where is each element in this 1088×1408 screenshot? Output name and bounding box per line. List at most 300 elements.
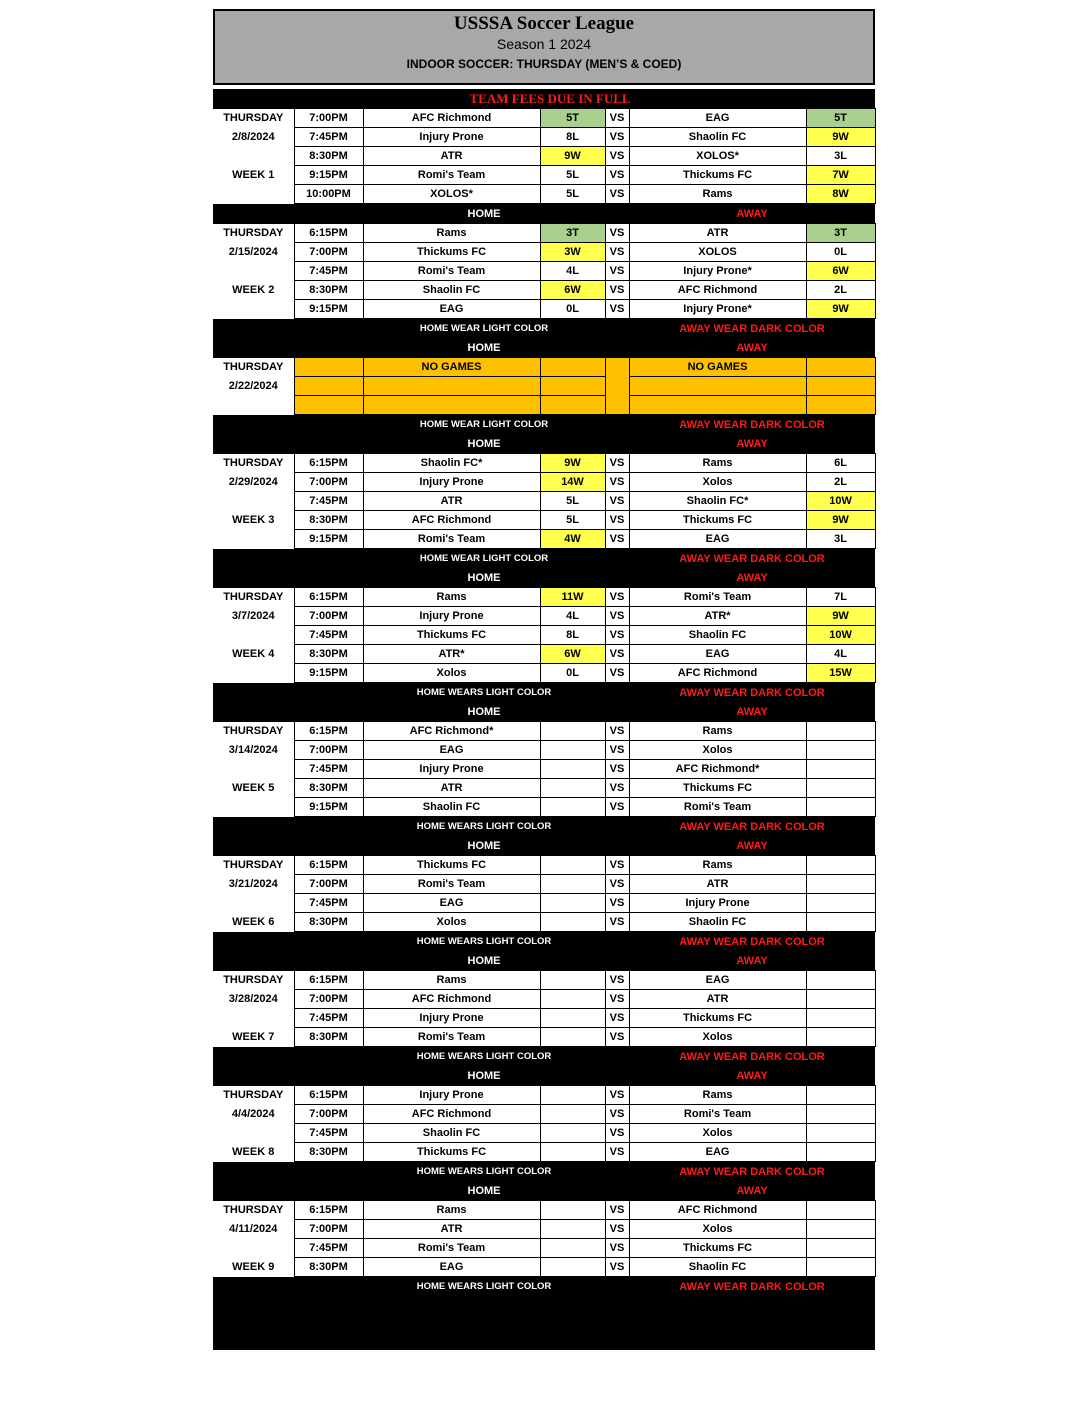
game-row bbox=[213, 1220, 875, 1239]
bar-spacer bbox=[213, 338, 294, 358]
day-spacer bbox=[213, 1239, 294, 1258]
game-time: 8:30PM bbox=[294, 1028, 363, 1047]
home-team: ATR bbox=[363, 492, 540, 511]
home-score bbox=[540, 1105, 605, 1124]
away-score bbox=[806, 1220, 875, 1239]
schedule-sheet bbox=[213, 9, 875, 1350]
vs-label: VS bbox=[605, 1009, 629, 1028]
away-wear-note: AWAY WEAR DARK COLOR bbox=[629, 1047, 875, 1067]
home-score: 4L bbox=[540, 607, 605, 626]
home-score bbox=[540, 760, 605, 779]
away-score-cell bbox=[806, 377, 875, 396]
game-time: 9:15PM bbox=[294, 798, 363, 817]
home-score bbox=[540, 894, 605, 913]
away-score: 10W bbox=[806, 626, 875, 645]
away-team: Shaolin FC bbox=[629, 1258, 806, 1277]
game-time: 8:30PM bbox=[294, 147, 363, 166]
bar-spacer bbox=[213, 951, 294, 971]
away-team: AFC Richmond* bbox=[629, 760, 806, 779]
date-label: 3/28/2024 bbox=[213, 990, 294, 1009]
day-label: THURSDAY bbox=[213, 588, 294, 607]
away-team-cell: NO GAMES bbox=[629, 358, 806, 377]
bar-spacer bbox=[213, 434, 294, 454]
bar-spacer bbox=[294, 702, 363, 722]
vs-label: VS bbox=[605, 626, 629, 645]
home-wear-note: HOME WEARS LIGHT COLOR bbox=[363, 683, 605, 703]
bar-spacer bbox=[213, 1162, 294, 1182]
bar-spacer bbox=[213, 319, 294, 339]
away-score: 9W bbox=[806, 511, 875, 530]
game-row bbox=[213, 1124, 875, 1143]
bar-spacer bbox=[294, 1047, 363, 1067]
game-time: 7:00PM bbox=[294, 1220, 363, 1239]
vs-label: VS bbox=[605, 1124, 629, 1143]
bar-spacer bbox=[294, 951, 363, 971]
game-time: 8:30PM bbox=[294, 779, 363, 798]
date-label: 3/21/2024 bbox=[213, 875, 294, 894]
vs-label: VS bbox=[605, 300, 629, 319]
away-column-label: AWAY bbox=[629, 1181, 875, 1201]
away-team: AFC Richmond bbox=[629, 664, 806, 683]
home-team: ATR bbox=[363, 147, 540, 166]
game-time: 6:15PM bbox=[294, 1201, 363, 1220]
away-score bbox=[806, 856, 875, 875]
day-spacer bbox=[213, 396, 294, 415]
bar-spacer bbox=[605, 817, 629, 837]
away-score bbox=[806, 722, 875, 741]
away-score bbox=[806, 1258, 875, 1277]
away-team: Romi's Team bbox=[629, 588, 806, 607]
bar-spacer bbox=[294, 338, 363, 358]
home-score: 6W bbox=[540, 281, 605, 300]
home-score: 5L bbox=[540, 166, 605, 185]
home-team: Rams bbox=[363, 1201, 540, 1220]
vs-label: VS bbox=[605, 1201, 629, 1220]
home-score-cell bbox=[540, 396, 605, 415]
vs-label: VS bbox=[605, 147, 629, 166]
no-games-row bbox=[213, 377, 875, 396]
game-row bbox=[213, 894, 875, 913]
home-score: 5L bbox=[540, 492, 605, 511]
home-column-label: HOME bbox=[363, 434, 605, 454]
away-team: ATR bbox=[629, 875, 806, 894]
away-team: Rams bbox=[629, 1086, 806, 1105]
bar-spacer bbox=[213, 817, 294, 837]
vs-label: VS bbox=[605, 894, 629, 913]
home-team: Romi's Team bbox=[363, 875, 540, 894]
away-team: Thickums FC bbox=[629, 779, 806, 798]
away-column-label: AWAY bbox=[629, 702, 875, 722]
game-time: 7:45PM bbox=[294, 760, 363, 779]
home-team: Injury Prone bbox=[363, 473, 540, 492]
away-column-label: AWAY bbox=[629, 568, 875, 588]
day-label: THURSDAY bbox=[213, 454, 294, 473]
game-row bbox=[213, 626, 875, 645]
away-wear-note: AWAY WEAR DARK COLOR bbox=[629, 1277, 875, 1297]
vs-label: VS bbox=[605, 492, 629, 511]
home-score: 0L bbox=[540, 300, 605, 319]
home-column-label: HOME bbox=[363, 1066, 605, 1086]
home-team: Injury Prone bbox=[363, 1009, 540, 1028]
game-time: 8:30PM bbox=[294, 1258, 363, 1277]
home-team: Injury Prone bbox=[363, 1086, 540, 1105]
away-team: ATR* bbox=[629, 607, 806, 626]
away-score: 9W bbox=[806, 128, 875, 147]
away-team: EAG bbox=[629, 109, 806, 128]
game-time: 7:45PM bbox=[294, 492, 363, 511]
away-team: EAG bbox=[629, 530, 806, 549]
vs-label: VS bbox=[605, 798, 629, 817]
wear-color-row bbox=[213, 319, 875, 339]
away-score bbox=[806, 913, 875, 932]
away-score bbox=[806, 1239, 875, 1258]
time-cell bbox=[294, 377, 363, 396]
date-label: 4/11/2024 bbox=[213, 1220, 294, 1239]
home-team-cell bbox=[363, 396, 540, 415]
home-wear-note: HOME WEARS LIGHT COLOR bbox=[363, 1047, 605, 1067]
game-row bbox=[213, 224, 875, 243]
home-team: Rams bbox=[363, 588, 540, 607]
away-team: Injury Prone* bbox=[629, 300, 806, 319]
bar-spacer bbox=[213, 1181, 294, 1201]
home-score bbox=[540, 779, 605, 798]
bar-spacer bbox=[294, 817, 363, 837]
no-games-row bbox=[213, 358, 875, 377]
home-team: ATR bbox=[363, 779, 540, 798]
vs-label: VS bbox=[605, 607, 629, 626]
game-row bbox=[213, 473, 875, 492]
bar-spacer bbox=[294, 683, 363, 703]
game-time: 7:00PM bbox=[294, 109, 363, 128]
game-row bbox=[213, 1086, 875, 1105]
vs-label: VS bbox=[605, 1258, 629, 1277]
game-time: 7:45PM bbox=[294, 262, 363, 281]
bar-spacer bbox=[605, 1047, 629, 1067]
away-wear-note: AWAY WEAR DARK COLOR bbox=[629, 932, 875, 952]
home-score bbox=[540, 1220, 605, 1239]
away-score bbox=[806, 875, 875, 894]
game-time: 7:45PM bbox=[294, 1124, 363, 1143]
away-team: Thickums FC bbox=[629, 166, 806, 185]
game-row bbox=[213, 243, 875, 262]
vs-label: VS bbox=[605, 1086, 629, 1105]
game-time: 7:45PM bbox=[294, 894, 363, 913]
game-row bbox=[213, 300, 875, 319]
home-score: 14W bbox=[540, 473, 605, 492]
home-column-label: HOME bbox=[363, 836, 605, 856]
home-score: 5L bbox=[540, 511, 605, 530]
home-team-cell: NO GAMES bbox=[363, 358, 540, 377]
away-team: Romi's Team bbox=[629, 1105, 806, 1124]
week-label: WEEK 3 bbox=[213, 511, 294, 530]
vs-label: VS bbox=[605, 454, 629, 473]
game-time: 6:15PM bbox=[294, 224, 363, 243]
away-score: 6L bbox=[806, 454, 875, 473]
away-score bbox=[806, 798, 875, 817]
away-score: 9W bbox=[806, 300, 875, 319]
away-column-label: AWAY bbox=[629, 836, 875, 856]
home-wear-note: HOME WEAR LIGHT COLOR bbox=[363, 415, 605, 435]
away-team: Thickums FC bbox=[629, 1239, 806, 1258]
home-team: AFC Richmond bbox=[363, 990, 540, 1009]
away-score bbox=[806, 741, 875, 760]
away-score-cell bbox=[806, 396, 875, 415]
vs-label: VS bbox=[605, 913, 629, 932]
home-score bbox=[540, 913, 605, 932]
home-score bbox=[540, 798, 605, 817]
away-score bbox=[806, 990, 875, 1009]
day-label: THURSDAY bbox=[213, 109, 294, 128]
bar-spacer bbox=[605, 951, 629, 971]
game-time: 10:00PM bbox=[294, 185, 363, 204]
bar-spacer bbox=[605, 434, 629, 454]
vs-label: VS bbox=[605, 875, 629, 894]
season-label: Season 1 2024 bbox=[496, 36, 592, 52]
away-score bbox=[806, 1201, 875, 1220]
game-time: 7:45PM bbox=[294, 1239, 363, 1258]
home-team: Thickums FC bbox=[363, 856, 540, 875]
wear-color-row bbox=[213, 549, 875, 569]
away-score: 3L bbox=[806, 147, 875, 166]
game-time: 7:45PM bbox=[294, 128, 363, 147]
vs-label: VS bbox=[605, 109, 629, 128]
wear-color-row bbox=[213, 683, 875, 703]
home-team: Shaolin FC bbox=[363, 281, 540, 300]
game-row bbox=[213, 607, 875, 626]
away-team: EAG bbox=[629, 1143, 806, 1162]
away-team: AFC Richmond bbox=[629, 1201, 806, 1220]
away-team: EAG bbox=[629, 645, 806, 664]
home-score: 4L bbox=[540, 262, 605, 281]
away-team: Shaolin FC* bbox=[629, 492, 806, 511]
home-score bbox=[540, 1124, 605, 1143]
home-away-header-row bbox=[213, 951, 875, 971]
home-away-header-row bbox=[213, 338, 875, 358]
game-row bbox=[213, 454, 875, 473]
vs-label: VS bbox=[605, 473, 629, 492]
bar-spacer bbox=[294, 1277, 363, 1297]
away-team: Thickums FC bbox=[629, 1009, 806, 1028]
day-spacer bbox=[213, 185, 294, 204]
home-team: Rams bbox=[363, 224, 540, 243]
game-time: 7:00PM bbox=[294, 1105, 363, 1124]
game-row bbox=[213, 798, 875, 817]
away-team: Rams bbox=[629, 722, 806, 741]
vs-label: VS bbox=[605, 224, 629, 243]
game-time: 7:00PM bbox=[294, 473, 363, 492]
home-team: Romi's Team bbox=[363, 530, 540, 549]
day-spacer bbox=[213, 664, 294, 683]
home-away-header-row bbox=[213, 1066, 875, 1086]
game-time: 7:45PM bbox=[294, 1009, 363, 1028]
day-label: THURSDAY bbox=[213, 971, 294, 990]
away-team: Shaolin FC bbox=[629, 626, 806, 645]
bar-spacer bbox=[605, 836, 629, 856]
wear-color-row bbox=[213, 415, 875, 435]
home-wear-note: HOME WEARS LIGHT COLOR bbox=[363, 1162, 605, 1182]
away-team: Injury Prone bbox=[629, 894, 806, 913]
home-team: ATR* bbox=[363, 645, 540, 664]
day-spacer bbox=[213, 530, 294, 549]
league-subtitle: INDOOR SOCCER: THURSDAY (MEN’S & COED) bbox=[406, 57, 682, 71]
day-spacer bbox=[213, 894, 294, 913]
date-label: 2/8/2024 bbox=[213, 128, 294, 147]
away-score: 9W bbox=[806, 607, 875, 626]
away-column-label: AWAY bbox=[629, 204, 875, 224]
vs-label: VS bbox=[605, 1105, 629, 1124]
home-wear-note: HOME WEARS LIGHT COLOR bbox=[363, 932, 605, 952]
home-team: Injury Prone bbox=[363, 607, 540, 626]
vs-label: VS bbox=[605, 1028, 629, 1047]
vs-label: VS bbox=[605, 990, 629, 1009]
bar-spacer bbox=[605, 683, 629, 703]
away-score-cell bbox=[806, 358, 875, 377]
game-time: 7:00PM bbox=[294, 990, 363, 1009]
away-team-cell bbox=[629, 377, 806, 396]
vs-label: VS bbox=[605, 1143, 629, 1162]
home-score bbox=[540, 1009, 605, 1028]
game-row bbox=[213, 722, 875, 741]
game-time: 6:15PM bbox=[294, 1086, 363, 1105]
game-row bbox=[213, 1028, 875, 1047]
wear-color-row bbox=[213, 1277, 875, 1297]
time-cell bbox=[294, 396, 363, 415]
home-team: Romi's Team bbox=[363, 262, 540, 281]
wear-color-row bbox=[213, 817, 875, 837]
home-score: 9W bbox=[540, 454, 605, 473]
home-away-header-row bbox=[213, 434, 875, 454]
bar-spacer bbox=[213, 932, 294, 952]
away-score bbox=[806, 760, 875, 779]
vs-label: VS bbox=[605, 530, 629, 549]
home-score: 4W bbox=[540, 530, 605, 549]
away-score bbox=[806, 894, 875, 913]
home-score: 3W bbox=[540, 243, 605, 262]
no-games-row bbox=[213, 396, 875, 415]
home-team: Romi's Team bbox=[363, 166, 540, 185]
game-row bbox=[213, 166, 875, 185]
bar-spacer bbox=[294, 836, 363, 856]
game-row bbox=[213, 990, 875, 1009]
bar-spacer bbox=[605, 1277, 629, 1297]
away-team: Xolos bbox=[629, 1124, 806, 1143]
bar-spacer bbox=[605, 338, 629, 358]
bar-spacer bbox=[605, 1066, 629, 1086]
away-team-cell bbox=[629, 396, 806, 415]
away-team: Xolos bbox=[629, 473, 806, 492]
home-team: EAG bbox=[363, 300, 540, 319]
game-row bbox=[213, 262, 875, 281]
game-row bbox=[213, 1258, 875, 1277]
bar-spacer bbox=[294, 434, 363, 454]
away-score: 3L bbox=[806, 530, 875, 549]
home-score-cell bbox=[540, 358, 605, 377]
game-time: 7:00PM bbox=[294, 607, 363, 626]
date-label: 3/14/2024 bbox=[213, 741, 294, 760]
vs-cell bbox=[605, 358, 629, 415]
bar-spacer bbox=[605, 932, 629, 952]
home-away-header-row bbox=[213, 204, 875, 224]
away-team: Xolos bbox=[629, 741, 806, 760]
home-score: 5T bbox=[540, 109, 605, 128]
home-score bbox=[540, 1201, 605, 1220]
home-team: Romi's Team bbox=[363, 1028, 540, 1047]
away-wear-note: AWAY WEAR DARK COLOR bbox=[629, 549, 875, 569]
bar-spacer bbox=[605, 319, 629, 339]
home-away-header-row bbox=[213, 836, 875, 856]
vs-label: VS bbox=[605, 281, 629, 300]
vs-label: VS bbox=[605, 779, 629, 798]
home-score: 8L bbox=[540, 626, 605, 645]
home-score: 5L bbox=[540, 185, 605, 204]
week-label: WEEK 2 bbox=[213, 281, 294, 300]
home-column-label: HOME bbox=[363, 568, 605, 588]
game-time: 7:00PM bbox=[294, 741, 363, 760]
home-score bbox=[540, 875, 605, 894]
home-team: Shaolin FC* bbox=[363, 454, 540, 473]
bar-spacer bbox=[294, 1162, 363, 1182]
wear-color-row bbox=[213, 932, 875, 952]
game-row bbox=[213, 1201, 875, 1220]
vs-label: VS bbox=[605, 243, 629, 262]
game-row bbox=[213, 1009, 875, 1028]
day-spacer bbox=[213, 300, 294, 319]
vs-label: VS bbox=[605, 185, 629, 204]
home-team: Injury Prone bbox=[363, 128, 540, 147]
vs-label: VS bbox=[605, 760, 629, 779]
day-spacer bbox=[213, 147, 294, 166]
away-column-label: AWAY bbox=[629, 338, 875, 358]
game-time: 6:15PM bbox=[294, 588, 363, 607]
away-team: Rams bbox=[629, 185, 806, 204]
home-team: AFC Richmond* bbox=[363, 722, 540, 741]
game-row bbox=[213, 492, 875, 511]
bar-spacer bbox=[213, 1277, 294, 1297]
bar-spacer bbox=[605, 702, 629, 722]
home-away-header-row bbox=[213, 568, 875, 588]
home-team: EAG bbox=[363, 1258, 540, 1277]
away-score bbox=[806, 971, 875, 990]
home-column-label: HOME bbox=[363, 204, 605, 224]
game-time: 8:30PM bbox=[294, 645, 363, 664]
week-label: WEEK 6 bbox=[213, 913, 294, 932]
game-row bbox=[213, 147, 875, 166]
home-wear-note: HOME WEAR LIGHT COLOR bbox=[363, 319, 605, 339]
game-row bbox=[213, 971, 875, 990]
home-score bbox=[540, 722, 605, 741]
home-wear-note: HOME WEARS LIGHT COLOR bbox=[363, 1277, 605, 1297]
home-team-cell bbox=[363, 377, 540, 396]
game-row bbox=[213, 1105, 875, 1124]
game-time: 9:15PM bbox=[294, 166, 363, 185]
vs-label: VS bbox=[605, 588, 629, 607]
game-time: 9:15PM bbox=[294, 664, 363, 683]
day-label: THURSDAY bbox=[213, 1086, 294, 1105]
away-score bbox=[806, 1028, 875, 1047]
game-row bbox=[213, 645, 875, 664]
bar-spacer bbox=[294, 319, 363, 339]
bar-spacer bbox=[294, 1181, 363, 1201]
home-score: 0L bbox=[540, 664, 605, 683]
game-row bbox=[213, 913, 875, 932]
day-label: THURSDAY bbox=[213, 1201, 294, 1220]
home-team: AFC Richmond bbox=[363, 1105, 540, 1124]
home-team: Thickums FC bbox=[363, 243, 540, 262]
bar-spacer bbox=[294, 1066, 363, 1086]
away-team: Xolos bbox=[629, 1220, 806, 1239]
game-time: 7:45PM bbox=[294, 626, 363, 645]
home-score: 9W bbox=[540, 147, 605, 166]
